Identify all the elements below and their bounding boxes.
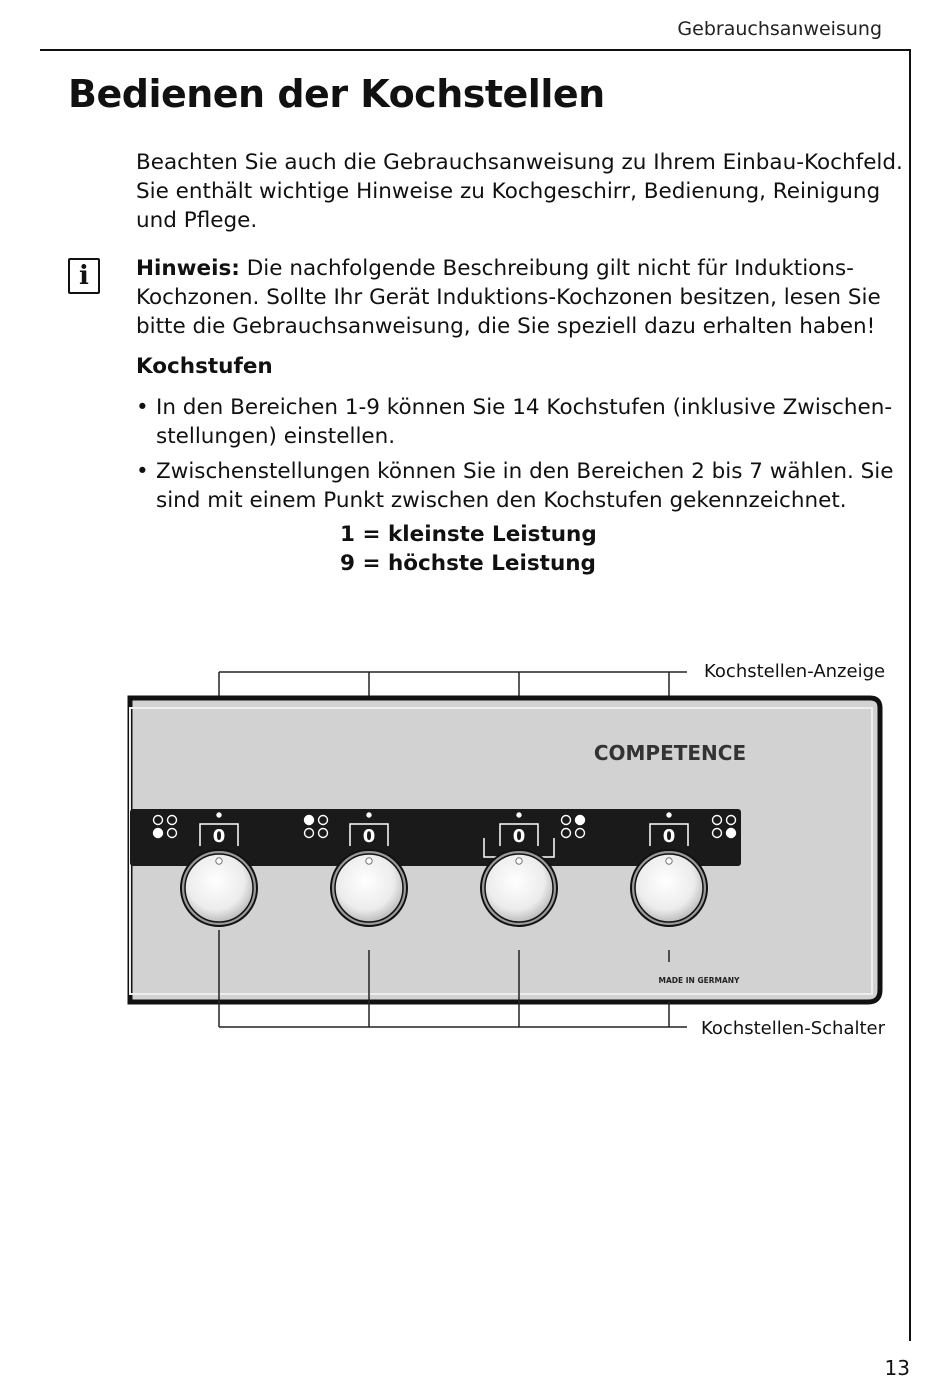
level-min: 1 = kleinste Leistung bbox=[340, 522, 597, 547]
intro-paragraph: Beachten Sie auch die Gebrauchsanweisung zu Ihrem Einbau-Kochfeld. Sie enthält wichtige Hinweise zu Kochgeschirr, Bedienung, Reinigung und Pflege. bbox=[136, 150, 903, 233]
section-heading: Kochstufen bbox=[136, 354, 273, 379]
hint-label: Hinweis: bbox=[136, 256, 240, 281]
brand-logo: COMPETENCE bbox=[593, 741, 747, 765]
knob-1-value: 0 bbox=[212, 826, 226, 847]
knob-4-value: 0 bbox=[662, 826, 676, 847]
hint-text: Die nachfolgende Beschreibung gilt nicht für Induktions-Kochzonen. Sollte Ihr Gerät Induktions-Kochzonen besitzen, lesen Sie bitte die Gebrauchsanweisung, die Sie speziell dazu erhalten haben! bbox=[136, 256, 881, 339]
page-number: 13 bbox=[884, 1356, 910, 1380]
knob-2 bbox=[331, 850, 407, 926]
switch-label: Kochstellen-Schalter bbox=[701, 1018, 886, 1039]
knob-1 bbox=[181, 850, 257, 926]
level-max: 9 = höchste Leistung bbox=[340, 551, 596, 576]
page-title: Bedienen der Kochstellen bbox=[68, 72, 605, 116]
bullet-icon: • bbox=[136, 459, 149, 484]
list-item-text: In den Bereichen 1-9 können Sie 14 Kochstufen (inklusive Zwischen-stellungen) einstellen. bbox=[156, 395, 893, 449]
knob-4 bbox=[631, 850, 707, 926]
header-label: Gebrauchsanweisung bbox=[677, 18, 882, 40]
display-label: Kochstellen-Anzeige bbox=[704, 661, 886, 682]
knob-3-value: 0 bbox=[512, 826, 526, 847]
made-in-label: MADE IN GERMANY bbox=[658, 976, 740, 985]
bullet-icon: • bbox=[136, 395, 149, 420]
knob-3 bbox=[481, 850, 557, 926]
list-item-text: Zwischenstellungen können Sie in den Bereichen 2 bis 7 wählen. Sie sind mit einem Punkt zwischen den Kochstufen gekennzeichnet. bbox=[156, 459, 894, 513]
knob-2-value: 0 bbox=[362, 826, 376, 847]
info-icon: i bbox=[68, 258, 100, 294]
